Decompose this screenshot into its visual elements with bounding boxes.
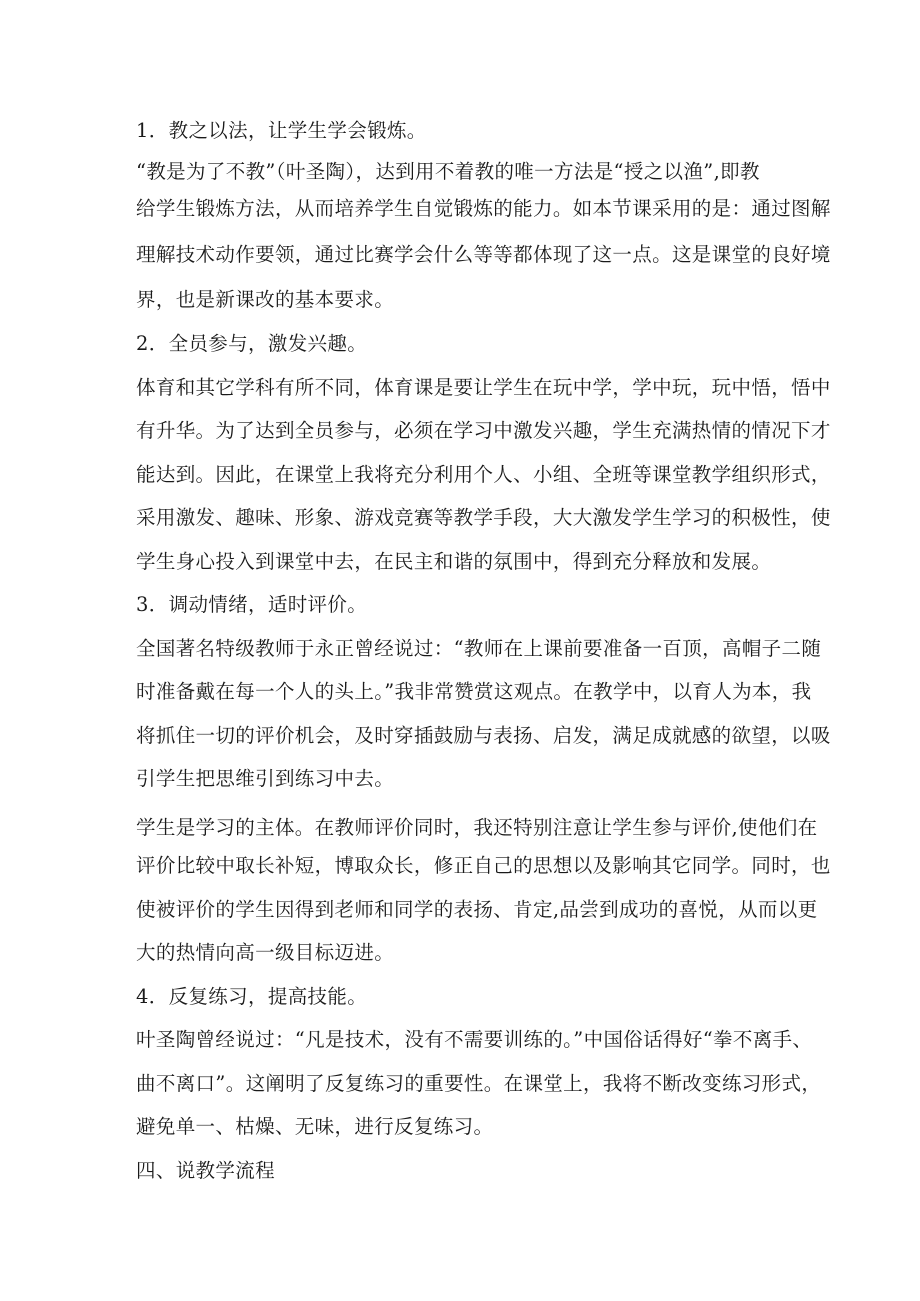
paragraph-line: 采用激发、趣味、形象、游戏竞赛等教学手段，大大激发学生学习的积极性，使 [136,506,831,529]
section-heading: 四、说教学流程 [136,1159,275,1182]
paragraph-line: 能达到。因此，在课堂上我将充分利用个人、小组、全班等课堂教学组织形式， [136,463,831,486]
paragraph-line: 学生是学习的主体。在教师评价同时，我还特别注意让学生参与评价,使他们在 [136,816,818,839]
paragraph-line: 理解技术动作要领，通过比赛学会什么等等都体现了这一点。这是课堂的良好境 [136,243,831,266]
heading-3: 3．调动情绪，适时评价。 [136,593,368,616]
heading-4: 4．反复练习，提高技能。 [136,985,368,1008]
paragraph-line: 避免单一、枯燥、无味，进行反复练习。 [136,1115,494,1138]
paragraph-line: 引学生把思维引到练习中去。 [136,767,395,790]
paragraph-line: 有升华。为了达到全员参与，必须在学习中激发兴趣，学生充满热情的情况下才 [136,419,831,442]
paragraph-line: 界，也是新课改的基本要求。 [136,288,395,311]
heading-2: 2．全员参与，激发兴趣。 [136,332,368,355]
paragraph-line: 学生身心投入到课堂中去，在民主和谐的氛围中，得到充分释放和发展。 [136,550,772,573]
paragraph-line: 将抓住一切的评价机会，及时穿插鼓励与表扬、启发，满足成就感的欲望，以吸 [136,724,831,747]
paragraph-line: 全国著名特级教师于永正曾经说过：“教师在上课前要准备一百顶，高帽子二随 [136,637,822,660]
paragraph-line: 体育和其它学科有所不同，体育课是要让学生在玩中学，学中玩，玩中悟，悟中 [136,376,831,399]
paragraph-line: 使被评价的学生因得到老师和同学的表扬、肯定,品尝到成功的喜悦，从而以更 [136,898,818,921]
paragraph-line: 给学生锻炼方法，从而培养学生自觉锻炼的能力。如本节课采用的是：通过图解 [136,197,831,220]
heading-1: 1．教之以法，让学生学会锻炼。 [136,119,427,142]
paragraph-line: “教是为了不教”（叶圣陶），达到用不着教的唯一方法是“授之以渔”,即教 [136,160,760,183]
paragraph-line: 曲不离口”。这阐明了反复练习的重要性。在课堂上，我将不断改变练习形式， [136,1072,822,1095]
paragraph-line: 评价比较中取长补短，博取众长，修正自己的思想以及影响其它同学。同时，也 [136,854,831,877]
paragraph-line: 大的热情向高一级目标迈进。 [136,941,395,964]
paragraph-line: 时准备戴在每一个人的头上。”我非常赞赏这观点。在教学中，以育人为本，我 [136,680,812,703]
paragraph-line: 叶圣陶曾经说过：“凡是技术，没有不需要训练的。”中国俗话得好“拳不离手、 [136,1028,813,1051]
